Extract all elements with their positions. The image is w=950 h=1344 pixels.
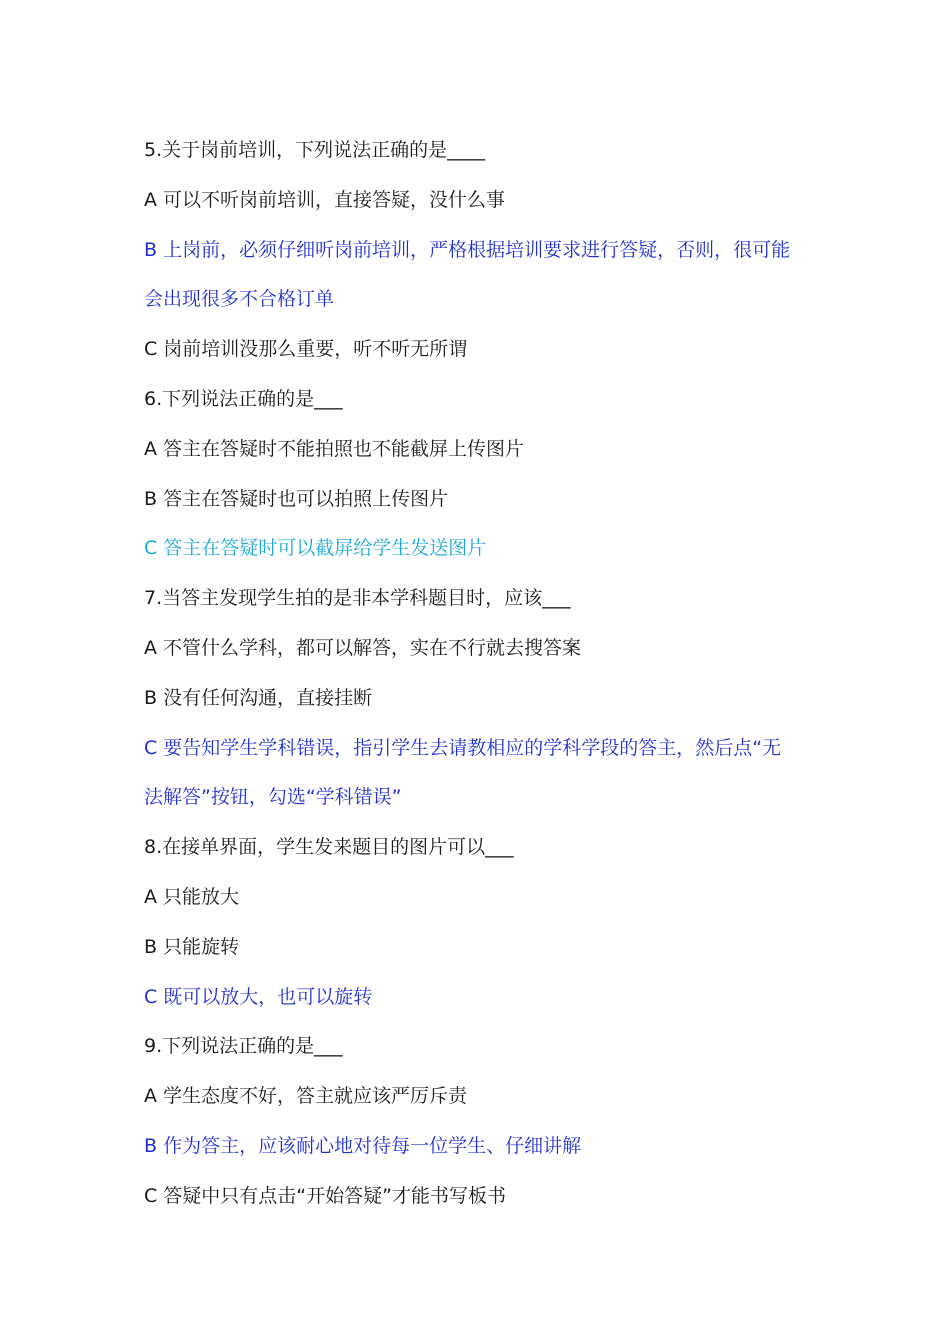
question-list xyxy=(144,126,824,1222)
question-7-stem: 7.当答主发现学生拍的是非本学科题目时，应该___ xyxy=(144,587,571,610)
question-8-option-c-answer: C 既可以放大，也可以旋转 xyxy=(144,985,373,1008)
question-9-option-c: C 答疑中只有点击“开始答疑”才能书写板书 xyxy=(144,1184,506,1207)
question-7-option-c-answer-cont: 法解答”按钮，勾选“学科错误” xyxy=(144,786,402,809)
question-9-option-b-answer: B 作为答主，应该耐心地对待每一位学生、仔细讲解 xyxy=(144,1134,582,1157)
question-8-option-a: A 只能放大 xyxy=(144,885,240,908)
question-8-stem: 8.在接单界面，学生发来题目的图片可以___ xyxy=(144,836,514,859)
question-6-option-c-answer: C 答主在答疑时可以截屏给学生发送图片 xyxy=(144,537,487,560)
question-6-stem: 6.下列说法正确的是___ xyxy=(144,387,343,410)
question-9-stem: 9.下列说法正确的是___ xyxy=(144,1035,343,1058)
question-6-option-a: A 答主在答疑时不能拍照也不能截屏上传图片 xyxy=(144,437,525,460)
question-5-option-b-answer: B 上岗前，必须仔细听岗前培训，严格根据培训要求进行答疑，否则，很可能 xyxy=(144,238,791,261)
question-7-option-a: A 不管什么学科，都可以解答，实在不行就去搜答案 xyxy=(144,636,582,659)
question-5-option-a: A 可以不听岗前培训，直接答疑，没什么事 xyxy=(144,188,506,211)
question-8-option-b: B 只能旋转 xyxy=(144,935,240,958)
question-7-option-c-answer: C 要告知学生学科错误，指引学生去请教相应的学科学段的答主，然后点“无 xyxy=(144,736,782,759)
question-6-option-b: B 答主在答疑时也可以拍照上传图片 xyxy=(144,487,449,510)
question-5-option-c: C 岗前培训没那么重要，听不听无所谓 xyxy=(144,338,468,361)
question-9-option-a: A 学生态度不好，答主就应该严厉斥责 xyxy=(144,1085,468,1108)
question-5-stem: 5.关于岗前培训，下列说法正确的是____ xyxy=(144,139,486,161)
question-7-option-b: B 没有任何沟通，直接挂断 xyxy=(144,686,373,709)
question-5-option-b-answer-cont: 会出现很多不合格订单 xyxy=(144,288,335,311)
